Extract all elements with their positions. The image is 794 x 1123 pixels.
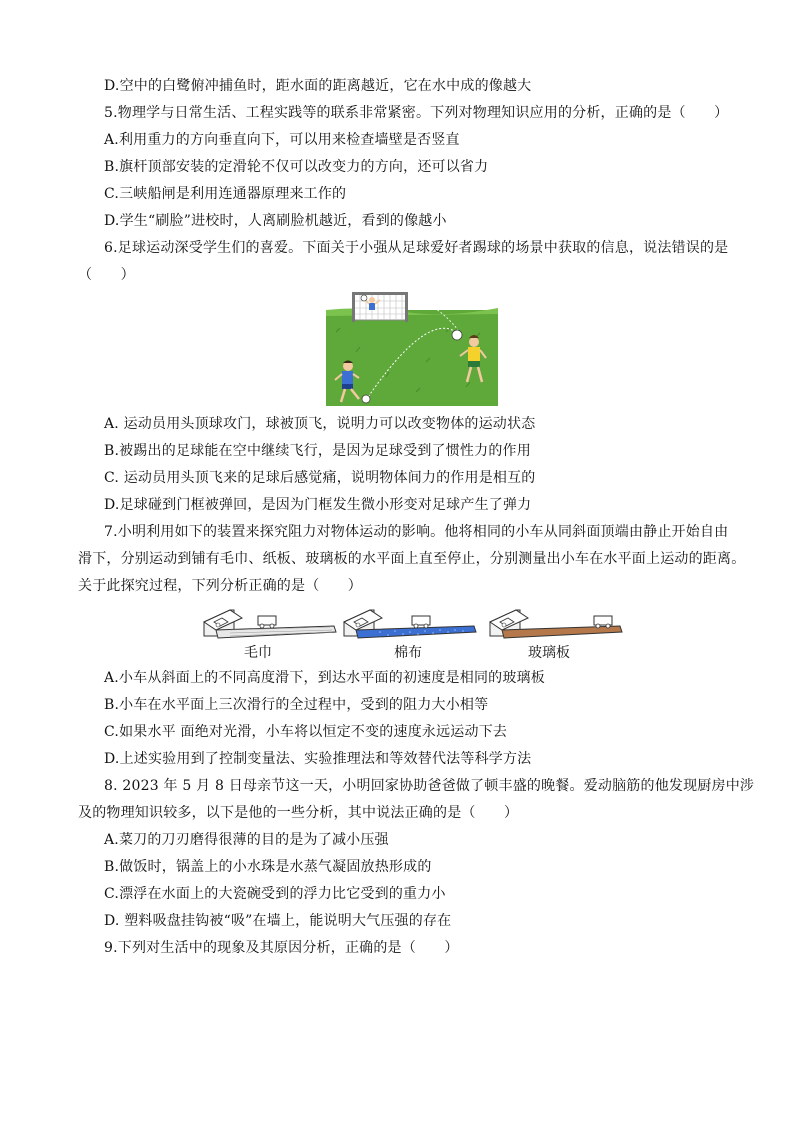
q5-option-d: D.学生“刷脸”进校时，人离刷脸机越近，看到的像越小: [104, 213, 447, 229]
label-cotton: 棉布: [394, 645, 422, 661]
ramp-towel-figure: [200, 606, 340, 642]
q8-option-a: A.菜刀的刀刃磨得很薄的目的是为了减小压强: [104, 832, 389, 848]
q6-stem-line1: 6.足球运动深受学生们的喜爱。下面关于小强从足球爱好者踢球的场景中获取的信息，说法错误的是: [104, 240, 729, 256]
q6-option-a: A. 运动员用头顶球攻门，球被顶飞，说明力可以改变物体的运动状态: [104, 416, 536, 432]
q7-stem-line1: 7.小明利用如下的装置来探究阻力对物体运动的影响。他将相同的小车从同斜面顶端由静止开始自由: [104, 524, 729, 540]
q6-option-c: C. 运动员用头顶飞来的足球后感觉痛，说明物体间力的作用是相互的: [104, 470, 536, 486]
q7-option-a: A.小车从斜面上的不同高度滑下，到达水平面的初速度是相同的玻璃板: [104, 670, 545, 686]
cart: [594, 616, 612, 625]
goal-net: [352, 292, 408, 322]
q8-stem-line1: 8. 2023 年 5 月 8 日母亲节这一天，小明回家协助爸爸做了顿丰盛的晚餐。爱动脑筋的他发现厨房中涉: [104, 778, 755, 794]
q7-option-b: B.小车在水平面上三次滑行的全过程中，受到的阻力大小相等: [104, 697, 489, 713]
label-towel: 毛巾: [244, 645, 272, 661]
q8-option-c: C.漂浮在水面上的大瓷碗受到的浮力比它受到的重力小: [104, 886, 446, 902]
q6-option-d: D.足球碰到门框被弹回，是因为门框发生微小形变对足球产生了弹力: [104, 497, 532, 513]
q5-option-c: C.三峡船闸是利用连通器原理来工作的: [104, 186, 347, 202]
cart: [258, 616, 276, 625]
q7-option-c: C.如果水平 面绝对光滑，小车将以恒定不变的速度永远运动下去: [104, 724, 508, 740]
q9-stem: 9.下列对生活中的现象及其原因分析，正确的是（ ）: [104, 940, 459, 956]
q5-option-b: B.旗杆顶部安装的定滑轮不仅可以改变力的方向，还可以省力: [104, 159, 489, 175]
q8-stem-line2: 及的物理知识较多，以下是他的一些分析，其中说法正确的是（ ）: [78, 805, 519, 821]
q6-stem-line2: （ ）: [78, 267, 135, 283]
cart: [412, 616, 430, 625]
q7-stem-line2: 滑下，分别运动到铺有毛巾、纸板、玻璃板的水平面上直至停止，分别测量出小车在水平面上运动的距离。: [78, 551, 746, 567]
q5-option-a: A.利用重力的方向垂直向下，可以用来检查墙壁是否竖直: [104, 132, 460, 148]
q7-stem-line3: 关于此探究过程，下列分析正确的是（ ）: [78, 578, 362, 594]
soccer-field-figure: [326, 292, 498, 406]
q5-stem: 5.物理学与日常生活、工程实践等的联系非常紧密。下列对物理知识应用的分析，正确的是（ ）: [104, 105, 729, 121]
ramp-glass-figure: [486, 606, 626, 642]
q7-option-d: D.上述实验用到了控制变量法、实验推理法和等效替代法等科学方法: [104, 751, 532, 767]
ramp-cotton-figure: [340, 606, 480, 642]
q8-option-d: D. 塑料吸盘挂钩被“吸”在墙上，能说明大气压强的存在: [104, 913, 452, 929]
q6-option-b: B.被踢出的足球能在空中继续飞行，是因为足球受到了惯性力的作用: [104, 443, 531, 459]
q4-option-d: D.空中的白鹭俯冲捕鱼时，距水面的距离越近，它在水中成的像越大: [104, 78, 532, 94]
q8-option-b: B.做饭时，锅盖上的小水珠是水蒸气凝固放热形成的: [104, 859, 432, 875]
label-glass: 玻璃板: [528, 645, 570, 661]
